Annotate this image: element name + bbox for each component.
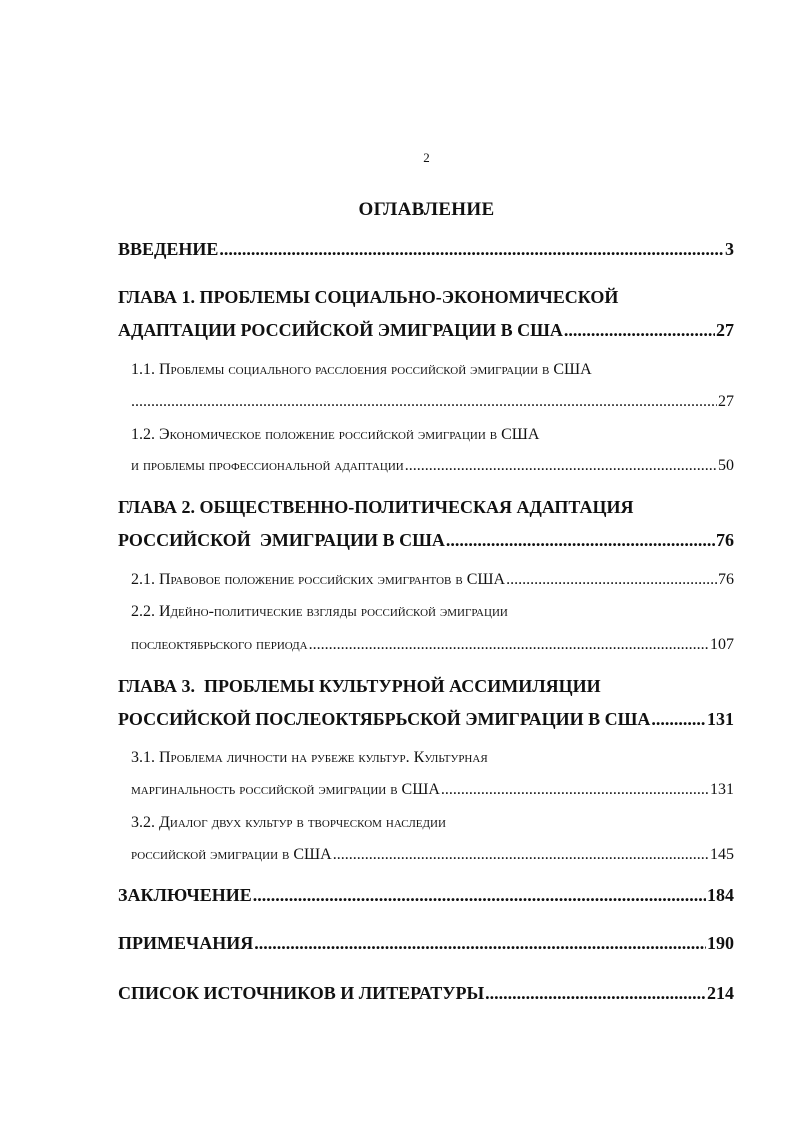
toc-section-1-1[interactable]: [131, 393, 734, 411]
dot-leader: [333, 846, 709, 864]
toc-chapter-2[interactable]: [118, 530, 734, 551]
entry-label: 2.2. Идейно-политические взгляды российской эмиграции: [131, 603, 508, 620]
entry-label: ПРИМЕЧАНИЯ: [118, 933, 254, 953]
entry-label: ВВЕДЕНИЕ: [118, 239, 219, 259]
toc-section-1-2-title-line[interactable]: [131, 426, 539, 444]
page-number: 2: [423, 150, 430, 165]
entry-page: 27: [718, 393, 734, 410]
dot-leader: [651, 709, 706, 730]
dot-leader: [485, 983, 706, 1004]
toc-entry-conclusion[interactable]: [118, 885, 734, 906]
entry-page: 76: [718, 571, 734, 588]
toc-chapter-3-title-line[interactable]: [118, 676, 601, 697]
dot-leader: [446, 530, 715, 551]
entry-label: 1.2. Экономическое положение российской эмиграции в США: [131, 426, 540, 443]
entry-label: РОССИЙСКОЙ ПОСЛЕОКТЯБРЬСКОЙ ЭМИГРАЦИИ В США: [118, 709, 651, 729]
entry-page: 27: [716, 320, 734, 340]
entry-label: ГЛАВА 3. ПРОБЛЕМЫ КУЛЬТУРНОЙ АССИМИЛЯЦИИ: [118, 676, 601, 696]
dot-leader: [254, 933, 706, 954]
entry-label: 3.1. Проблема личности на рубеже культур. Культурная: [131, 749, 488, 766]
entry-label: ГЛАВА 1. ПРОБЛЕМЫ СОЦИАЛЬНО-ЭКОНОМИЧЕСКОЙ: [118, 287, 619, 307]
entry-label: 3.2. Диалог двух культур в творческом наследии: [131, 814, 446, 831]
toc-section-3-2[interactable]: [131, 846, 734, 864]
dot-leader: [131, 393, 717, 411]
toc-title: ОГЛАВЛЕНИЕ: [358, 199, 495, 220]
entry-page: 107: [710, 636, 734, 653]
entry-label: РОССИЙСКОЙ ЭМИГРАЦИИ В США: [118, 530, 445, 550]
toc-chapter-1-title-line[interactable]: [118, 287, 618, 308]
entry-page: 184: [707, 885, 734, 905]
toc-section-3-1-title-line[interactable]: [131, 749, 488, 767]
entry-page: 50: [718, 457, 734, 474]
toc-section-1-2[interactable]: [131, 457, 734, 475]
dot-leader: [441, 781, 709, 799]
entry-label: послеоктябрьского периода: [131, 636, 308, 653]
entry-label: СПИСОК ИСТОЧНИКОВ И ЛИТЕРАТУРЫ: [118, 983, 485, 1003]
toc-entry-notes[interactable]: [118, 933, 734, 954]
entry-label: АДАПТАЦИИ РОССИЙСКОЙ ЭМИГРАЦИИ В США: [118, 320, 563, 340]
entry-label: 2.1. Правовое положение российских эмигрантов в США: [131, 571, 506, 588]
entry-label: маргинальность российской эмиграции в США: [131, 781, 440, 798]
toc-section-3-2-title-line[interactable]: [131, 814, 446, 832]
entry-label: ЗАКЛЮЧЕНИЕ: [118, 885, 252, 905]
toc-section-2-2[interactable]: [131, 636, 734, 654]
toc-section-2-1[interactable]: [131, 571, 734, 589]
entry-page: 190: [707, 933, 734, 953]
dot-leader: [506, 571, 717, 589]
dot-leader: [309, 636, 709, 654]
toc-section-1-1-title-line[interactable]: [131, 361, 592, 379]
toc-entry-sources[interactable]: [118, 983, 734, 1004]
toc-section-2-2-title-line[interactable]: [131, 603, 508, 621]
entry-page: 214: [707, 983, 734, 1003]
dot-leader: [564, 320, 715, 341]
entry-page: 145: [710, 846, 734, 863]
dot-leader: [405, 457, 717, 475]
entry-page: 131: [707, 709, 734, 729]
toc-section-3-1[interactable]: [131, 781, 734, 799]
toc-entry-introduction[interactable]: [118, 239, 734, 260]
dot-leader: [253, 885, 706, 906]
toc-chapter-2-title-line[interactable]: [118, 497, 634, 518]
entry-label: 1.1. Проблемы социального расслоения российской эмиграции в США: [131, 361, 592, 378]
entry-page: 3: [725, 239, 734, 259]
toc-chapter-3[interactable]: [118, 709, 734, 730]
entry-label: и проблемы профессиональной адаптации: [131, 457, 404, 474]
entry-page: 76: [716, 530, 734, 550]
entry-page: 131: [710, 781, 734, 798]
entry-label: российской эмиграции в США: [131, 846, 332, 863]
dot-leader: [219, 239, 724, 260]
entry-label: ГЛАВА 2. ОБЩЕСТВЕННО-ПОЛИТИЧЕСКАЯ АДАПТАЦИЯ: [118, 497, 634, 517]
toc-chapter-1[interactable]: [118, 320, 734, 341]
